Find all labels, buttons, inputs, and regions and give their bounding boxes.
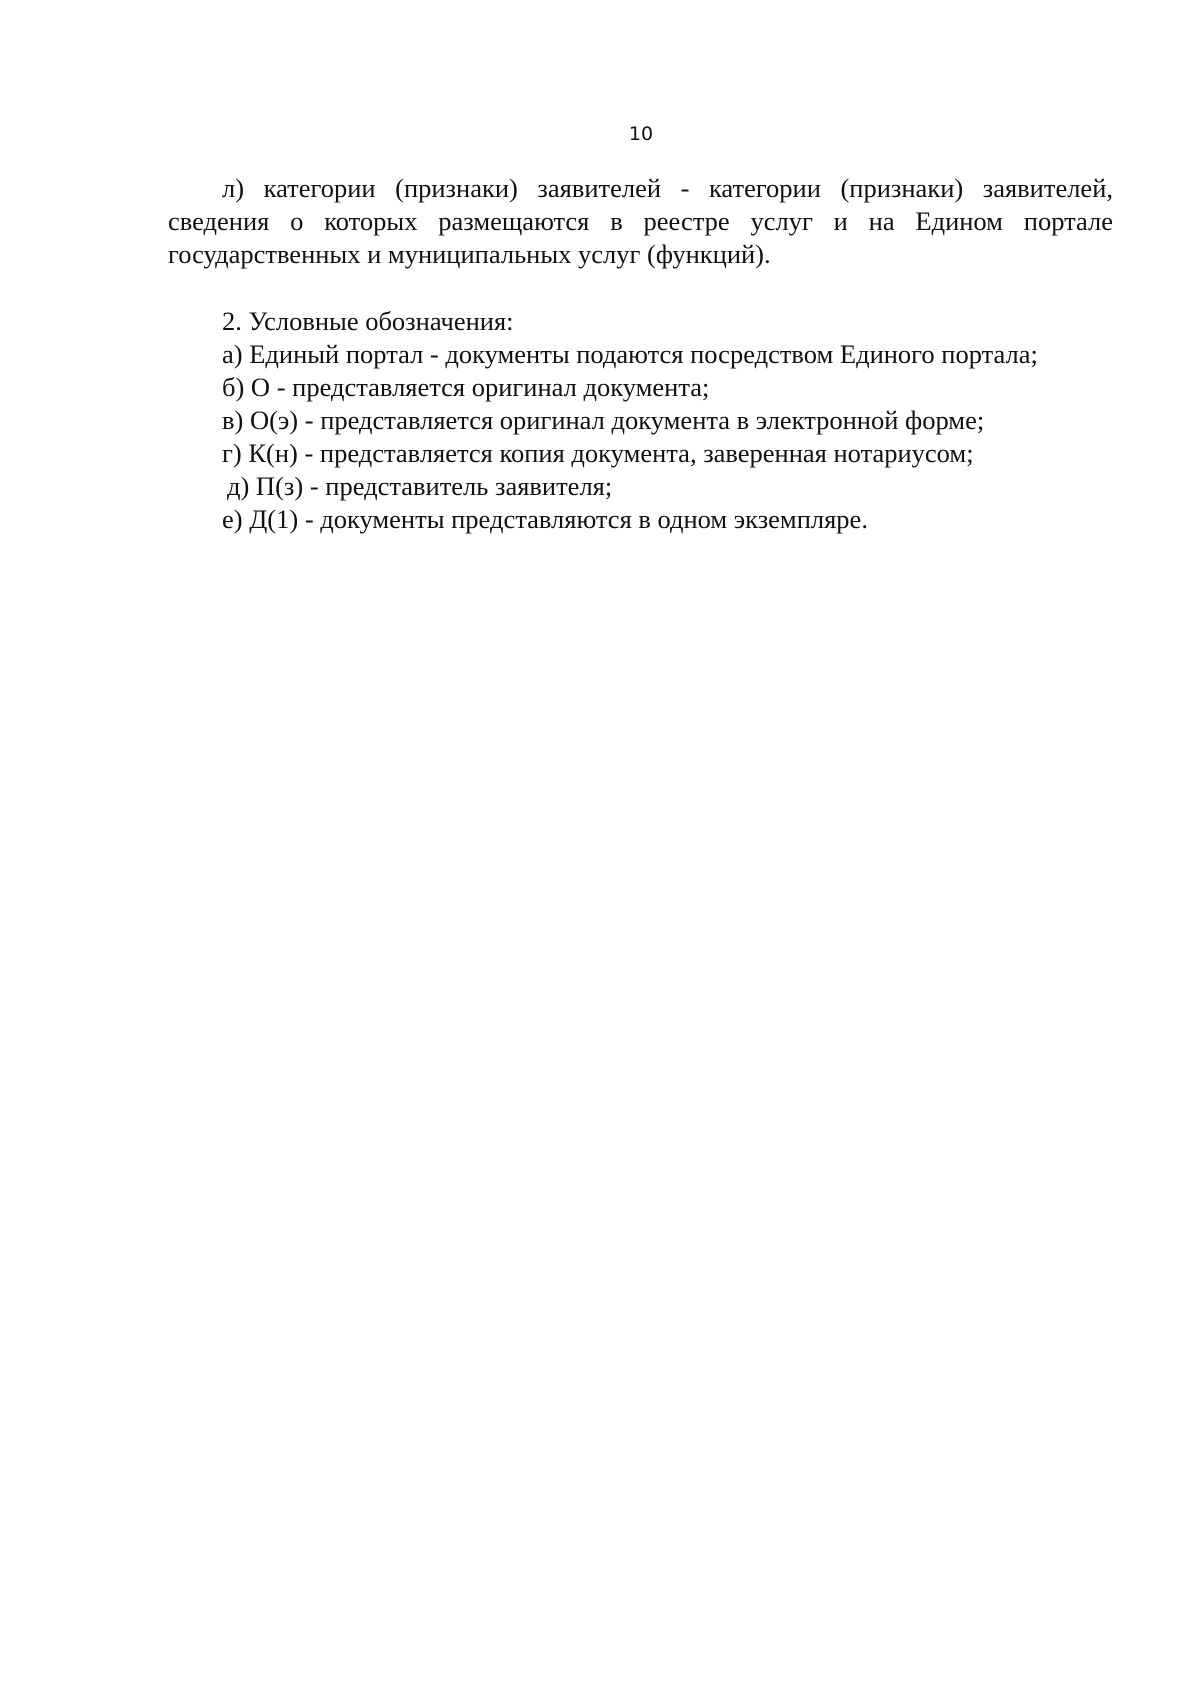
- paragraph-l: [168, 172, 1113, 271]
- legend-item-a: а) Единый портал - документы подаются посредством Единого портала;: [222, 339, 1038, 369]
- paragraph-l-line-3: государственных и муниципальных услуг (функций).: [168, 239, 771, 269]
- legend-section: [222, 305, 1122, 536]
- legend-item-b: б) О - представляется оригинал документа;: [222, 372, 710, 402]
- legend-item-g: г) К(н) - представляется копия документа, заверенная нотариусом;: [222, 438, 974, 468]
- legend-item-e: е) Д(1) - документы представляются в одном экземпляре.: [222, 504, 868, 534]
- page-number: 10: [628, 123, 654, 145]
- legend-heading: 2. Условные обозначения:: [222, 306, 514, 336]
- paragraph-l-line-1: л) категории (признаки) заявителей - категории (признаки) заявителей,: [222, 173, 1113, 203]
- paragraph-l-line-2: сведения о которых размещаются в реестре услуг и на Едином портале: [168, 206, 1113, 236]
- legend-item-v: в) О(э) - представляется оригинал документа в электронной форме;: [222, 405, 985, 435]
- legend-item-d: д) П(з) - представитель заявителя;: [227, 471, 613, 501]
